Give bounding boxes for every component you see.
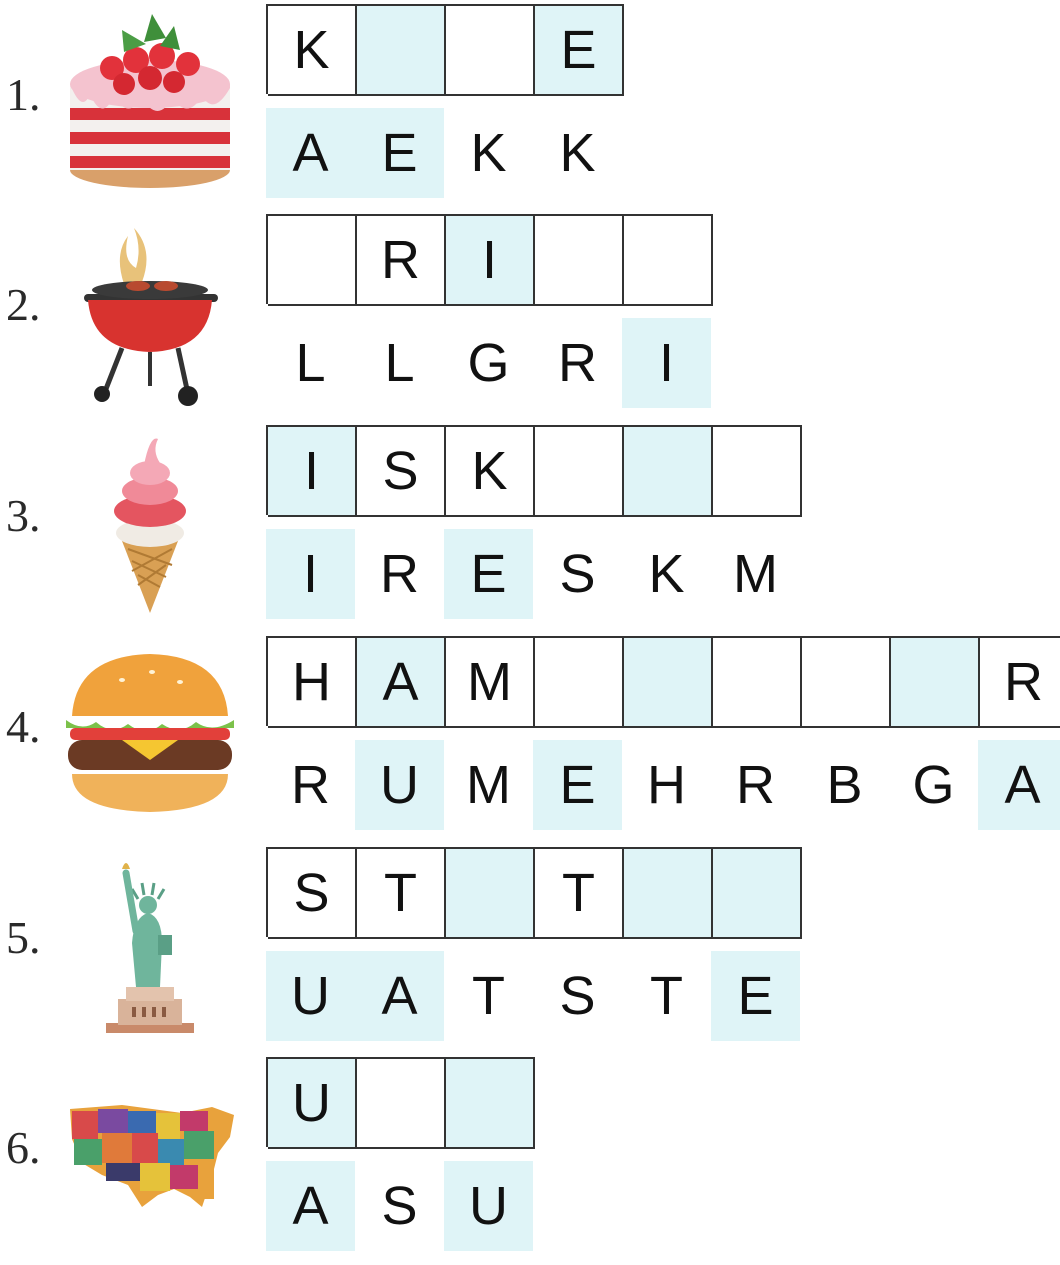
- answer-cell[interactable]: [535, 214, 624, 306]
- letter-tile: S: [381, 1176, 418, 1236]
- letter-tile: K: [470, 123, 507, 183]
- letter-tile: U: [355, 740, 444, 830]
- letter-tile: G: [912, 755, 955, 815]
- answer-cell[interactable]: R: [980, 636, 1060, 728]
- answer-cell[interactable]: [713, 425, 802, 517]
- answer-grid: [266, 636, 1060, 726]
- letter-tile: I: [266, 529, 355, 619]
- row-number: 3.: [6, 490, 41, 541]
- letter-tile: H: [647, 755, 686, 815]
- ice-cream-cone-icon: [62, 425, 238, 621]
- answer-cell[interactable]: M: [446, 636, 535, 728]
- letter-tile: K: [648, 544, 685, 604]
- statue-of-liberty-icon: [62, 847, 238, 1043]
- row-number: 6.: [6, 1122, 41, 1173]
- answer-grid: [266, 425, 802, 515]
- grill-icon: [62, 214, 238, 410]
- puzzle-row-4: [0, 634, 1060, 844]
- scrambled-letters: [266, 529, 800, 619]
- scrambled-letters: [266, 318, 711, 408]
- letter-tile: R: [291, 755, 330, 815]
- answer-cell[interactable]: [446, 847, 535, 939]
- row-number: 1.: [6, 69, 41, 120]
- answer-cell[interactable]: I: [446, 214, 535, 306]
- letter-tile: U: [444, 1161, 533, 1251]
- answer-cell[interactable]: [891, 636, 980, 728]
- answer-cell[interactable]: [624, 425, 713, 517]
- puzzle-row-3: [0, 423, 1060, 633]
- answer-cell[interactable]: [713, 847, 802, 939]
- letter-tile: A: [266, 108, 355, 198]
- letter-tile: E: [533, 740, 622, 830]
- answer-cell[interactable]: [535, 425, 624, 517]
- letter-tile: R: [736, 755, 775, 815]
- answer-cell[interactable]: S: [268, 847, 357, 939]
- answer-cell[interactable]: I: [268, 425, 357, 517]
- letter-tile: T: [650, 966, 683, 1026]
- answer-cell[interactable]: T: [535, 847, 624, 939]
- scrambled-letters: [266, 1161, 533, 1251]
- letter-tile: I: [622, 318, 711, 408]
- letter-tile: E: [355, 108, 444, 198]
- puzzle-row-6: [0, 1055, 1060, 1265]
- answer-cell[interactable]: S: [357, 425, 446, 517]
- strawberry-cake-icon: [62, 4, 238, 200]
- answer-cell[interactable]: [268, 214, 357, 306]
- row-number: 2.: [6, 279, 41, 330]
- letter-tile: T: [472, 966, 505, 1026]
- letter-tile: L: [384, 333, 415, 393]
- usa-map-icon: [62, 1057, 238, 1253]
- puzzle-row-5: [0, 845, 1060, 1055]
- letter-tile: A: [355, 951, 444, 1041]
- answer-cell[interactable]: [624, 847, 713, 939]
- answer-cell[interactable]: H: [268, 636, 357, 728]
- answer-cell[interactable]: [357, 1057, 446, 1149]
- answer-cell[interactable]: R: [357, 214, 446, 306]
- answer-cell[interactable]: [535, 636, 624, 728]
- answer-cell[interactable]: [446, 4, 535, 96]
- scrambled-letters: [266, 740, 1060, 830]
- letter-tile: E: [444, 529, 533, 619]
- row-number: 5.: [6, 912, 41, 963]
- answer-cell[interactable]: K: [446, 425, 535, 517]
- scrambled-letters: [266, 951, 800, 1041]
- letter-tile: B: [826, 755, 863, 815]
- letter-tile: S: [559, 544, 596, 604]
- answer-grid: [266, 4, 624, 94]
- answer-cell[interactable]: K: [268, 4, 357, 96]
- answer-cell[interactable]: [713, 636, 802, 728]
- answer-cell[interactable]: [446, 1057, 535, 1149]
- letter-tile: A: [978, 740, 1060, 830]
- answer-grid: [266, 847, 802, 937]
- letter-tile: M: [733, 544, 778, 604]
- letter-tile: R: [558, 333, 597, 393]
- answer-grid: [266, 214, 713, 304]
- answer-cell[interactable]: [624, 636, 713, 728]
- letter-tile: K: [559, 123, 596, 183]
- answer-cell[interactable]: E: [535, 4, 624, 96]
- hamburger-icon: [62, 636, 238, 832]
- letter-tile: L: [295, 333, 326, 393]
- answer-grid: [266, 1057, 535, 1147]
- letter-tile: E: [711, 951, 800, 1041]
- answer-cell[interactable]: [624, 214, 713, 306]
- puzzle-row-1: [0, 2, 1060, 212]
- scrambled-letters: [266, 108, 622, 198]
- letter-tile: G: [467, 333, 510, 393]
- letter-tile: S: [559, 966, 596, 1026]
- letter-tile: U: [266, 951, 355, 1041]
- answer-cell[interactable]: U: [268, 1057, 357, 1149]
- letter-tile: M: [466, 755, 511, 815]
- answer-cell[interactable]: T: [357, 847, 446, 939]
- answer-cell[interactable]: [357, 4, 446, 96]
- row-number: 4.: [6, 701, 41, 752]
- letter-tile: A: [266, 1161, 355, 1251]
- answer-cell[interactable]: A: [357, 636, 446, 728]
- answer-cell[interactable]: [802, 636, 891, 728]
- puzzle-row-2: [0, 212, 1060, 422]
- letter-tile: R: [380, 544, 419, 604]
